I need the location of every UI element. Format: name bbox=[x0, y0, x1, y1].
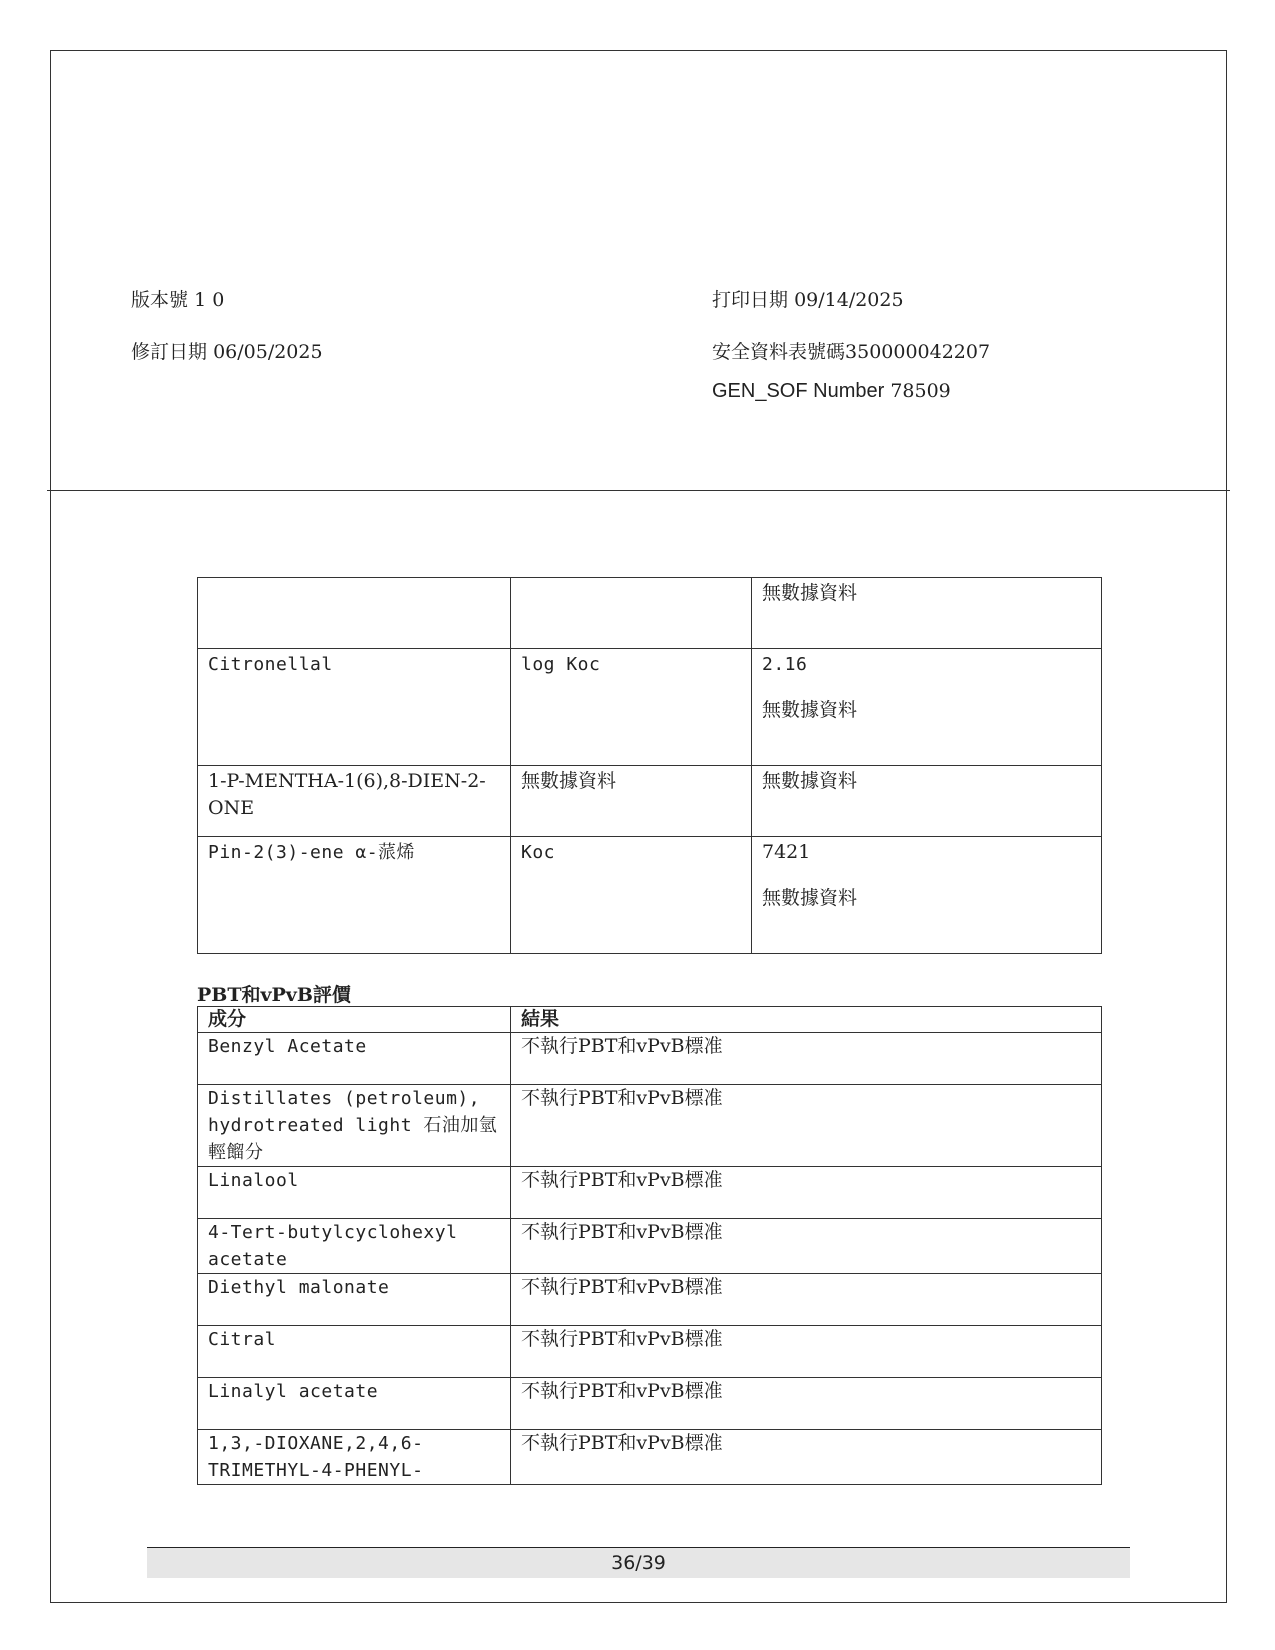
table-row bbox=[198, 1219, 1102, 1274]
result-cell: 不執行PBT和vPvB標准 bbox=[511, 1085, 1102, 1167]
mobility-koc-table bbox=[197, 577, 1102, 954]
result-cell: 不執行PBT和vPvB標准 bbox=[511, 1326, 1102, 1378]
table-row bbox=[198, 578, 1102, 649]
koc-value-cell bbox=[752, 837, 1102, 954]
table-row bbox=[198, 1378, 1102, 1430]
koc-value-cell bbox=[752, 578, 1102, 649]
result-cell: 不執行PBT和vPvB標准 bbox=[511, 1274, 1102, 1326]
koc-parameter-cell: log Koc bbox=[511, 649, 752, 766]
koc-substance-cell: Pin-2(3)-ene α-蒎烯 bbox=[198, 837, 511, 954]
koc-value: 無數據資料 bbox=[762, 582, 858, 604]
print-date-line bbox=[712, 285, 904, 312]
table-row bbox=[198, 1274, 1102, 1326]
table-row bbox=[198, 649, 1102, 766]
component-cell: Citral bbox=[198, 1326, 511, 1378]
component-cell: Benzyl Acetate bbox=[198, 1033, 511, 1085]
component-cell: Linalool bbox=[198, 1167, 511, 1219]
sds-number-value: 350000042207 bbox=[845, 341, 991, 363]
koc-value: 2.16 bbox=[762, 654, 808, 675]
result-cell: 不執行PBT和vPvB標准 bbox=[511, 1378, 1102, 1430]
gen-sof-label: GEN_SOF Number bbox=[712, 380, 885, 402]
koc-parameter-cell: 無數據資料 bbox=[511, 766, 752, 837]
pbt-section-heading: PBT和vPvB評價 bbox=[197, 984, 351, 1006]
table-row bbox=[198, 837, 1102, 954]
component-cell: Linalyl acetate bbox=[198, 1378, 511, 1430]
table-row bbox=[198, 1167, 1102, 1219]
header-divider bbox=[47, 490, 1230, 491]
result-cell: 不執行PBT和vPvB標准 bbox=[511, 1430, 1102, 1485]
component-cell: 1,3,-DIOXANE,2,4,6-TRIMETHYL-4-PHENYL- bbox=[198, 1430, 511, 1485]
table-row bbox=[198, 1430, 1102, 1485]
revision-date-line bbox=[131, 337, 323, 364]
table-row bbox=[198, 1033, 1102, 1085]
table-row bbox=[198, 766, 1102, 837]
version-value: 1 0 bbox=[194, 289, 225, 311]
sds-number-line bbox=[712, 337, 990, 364]
koc-value-note: 無數據資料 bbox=[762, 699, 858, 721]
koc-value-note: 無數據資料 bbox=[762, 887, 858, 909]
table-header-row bbox=[198, 1007, 1102, 1033]
koc-substance-cell: Citronellal bbox=[198, 649, 511, 766]
koc-parameter-cell bbox=[511, 578, 752, 649]
gen-sof-value: 78509 bbox=[890, 380, 951, 402]
version-line bbox=[131, 285, 224, 312]
result-cell: 不執行PBT和vPvB標准 bbox=[511, 1167, 1102, 1219]
gen-sof-line bbox=[712, 380, 951, 403]
column-header-component: 成分 bbox=[198, 1007, 511, 1033]
koc-value-cell bbox=[752, 649, 1102, 766]
koc-substance-cell bbox=[198, 578, 511, 649]
component-cell: Distillates (petroleum), hydrotreated light 石油加氫輕餾分 bbox=[198, 1085, 511, 1167]
koc-value-cell bbox=[752, 766, 1102, 837]
result-cell: 不執行PBT和vPvB標准 bbox=[511, 1219, 1102, 1274]
column-header-result: 結果 bbox=[511, 1007, 1102, 1033]
sds-number-label: 安全資料表號碼 bbox=[712, 341, 846, 363]
print-date-label: 打印日期 bbox=[712, 289, 789, 311]
page-number: 36/39 bbox=[147, 1548, 1130, 1578]
koc-value: 無數據資料 bbox=[762, 770, 858, 792]
pbt-assessment-table bbox=[197, 1006, 1102, 1485]
version-label: 版本號 bbox=[131, 289, 189, 311]
revision-date-value: 06/05/2025 bbox=[213, 341, 323, 363]
koc-substance-cell: 1-P-MENTHA-1(6),8-DIEN-2-ONE bbox=[198, 766, 511, 837]
component-cell: 4-Tert-butylcyclohexyl acetate bbox=[198, 1219, 511, 1274]
print-date-value: 09/14/2025 bbox=[794, 289, 904, 311]
koc-parameter-cell: Koc bbox=[511, 837, 752, 954]
revision-date-label: 修訂日期 bbox=[131, 341, 208, 363]
table-row bbox=[198, 1326, 1102, 1378]
table-row bbox=[198, 1085, 1102, 1167]
result-cell: 不執行PBT和vPvB標准 bbox=[511, 1033, 1102, 1085]
component-cell: Diethyl malonate bbox=[198, 1274, 511, 1326]
koc-value: 7421 bbox=[762, 841, 811, 863]
